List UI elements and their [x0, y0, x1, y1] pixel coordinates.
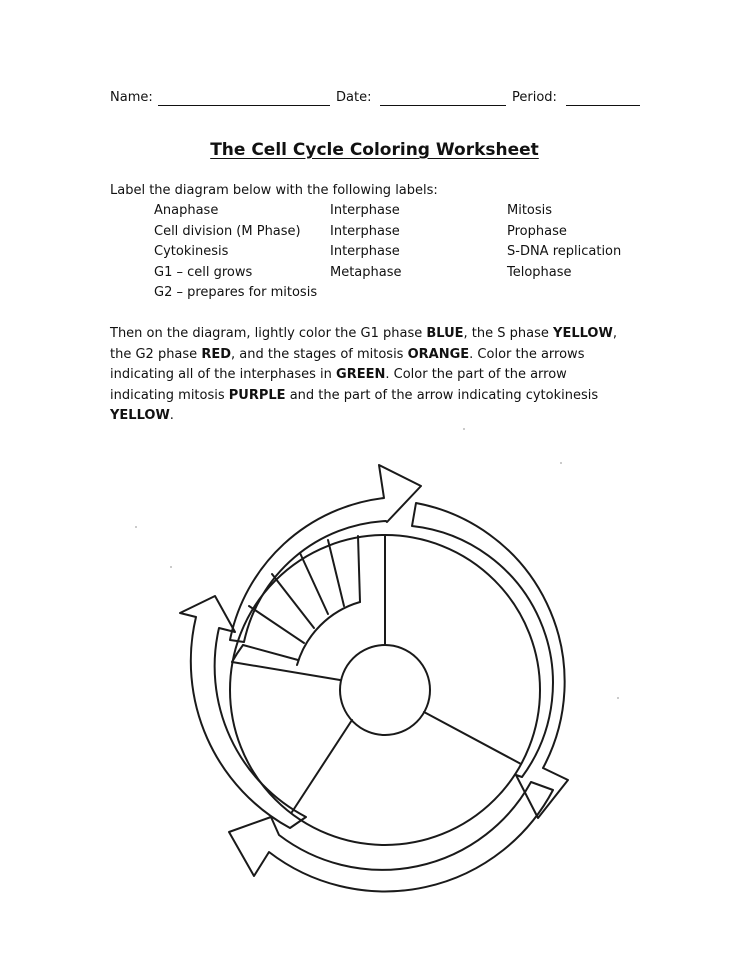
label-cytokinesis: Cytokinesis [154, 244, 229, 259]
color-blue: BLUE [426, 326, 464, 341]
name-label: Name: [110, 90, 153, 105]
scan-speck [135, 526, 137, 528]
mitosis-divider-1 [243, 645, 298, 660]
scan-speck [560, 462, 562, 464]
instruction-line-5: YELLOW. [110, 408, 174, 423]
color-red: RED [201, 346, 231, 362]
scan-speck [170, 566, 172, 568]
color-green: GREEN [336, 367, 386, 382]
scan-speck [463, 428, 465, 430]
color-orange: ORANGE [407, 346, 470, 362]
spoke-left [232, 662, 340, 680]
page-title: The Cell Cycle Coloring Worksheet [210, 140, 539, 160]
center-circle[interactable] [340, 645, 430, 735]
spoke-right [424, 712, 521, 764]
instruction-line-2: the G2 phase RED, and the stages of mitosis ORANGE. Color the arrows [110, 346, 585, 362]
mitosis-divider-5 [328, 540, 344, 606]
label-telophase: Telophase [507, 264, 572, 280]
label-s-dna-replication: S-DNA replication [507, 244, 622, 259]
label-g2: G2 – prepares for mitosis [154, 285, 318, 300]
period-label: Period: [512, 90, 557, 105]
color-yellow-2: YELLOW [110, 408, 170, 423]
label-mitosis: Mitosis [507, 203, 553, 218]
mitosis-divider-4 [300, 553, 328, 614]
color-yellow: YELLOW [553, 326, 613, 341]
intro-text: Label the diagram below with the following labels: [110, 183, 438, 198]
arrow-top[interactable] [230, 465, 421, 642]
label-prophase: Prophase [507, 223, 567, 239]
label-interphase-1: Interphase [330, 203, 400, 218]
spoke-lower-left [292, 720, 352, 812]
arrow-right[interactable] [412, 503, 568, 818]
label-cell-division: Cell division (M Phase) [154, 223, 301, 239]
mitosis-divider-6 [358, 536, 360, 602]
mitosis-divider-2 [249, 606, 304, 643]
mitosis-divider-3 [272, 574, 314, 628]
color-purple: PURPLE [228, 387, 286, 403]
mitosis-inner-arc[interactable] [297, 602, 360, 665]
instruction-line-3: indicating all of the interphases in GREEN. Color the part of the arrow [110, 367, 567, 382]
label-interphase-3: Interphase [330, 244, 400, 259]
scan-speck [617, 697, 619, 699]
label-g1: G1 – cell grows [154, 264, 253, 280]
date-label: Date: [336, 90, 372, 105]
label-metaphase: Metaphase [330, 264, 402, 280]
instruction-line-1: Then on the diagram, lightly color the G1 phase BLUE, the S phase YELLOW, [110, 326, 617, 341]
instruction-line-4: indicating mitosis PURPLE and the part of the arrow indicating cytokinesis [110, 387, 599, 403]
label-anaphase: Anaphase [154, 203, 219, 218]
label-interphase-2: Interphase [330, 223, 400, 239]
